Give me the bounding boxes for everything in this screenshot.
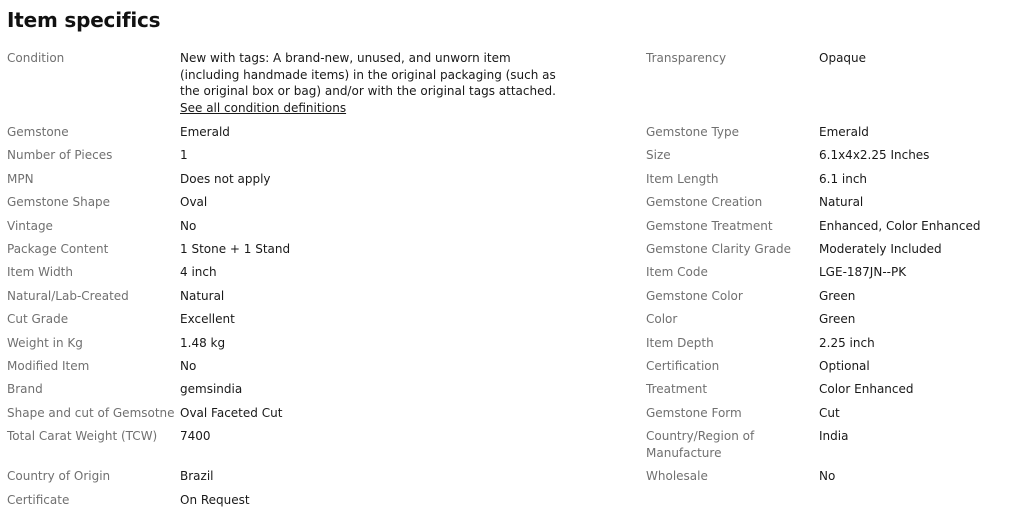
spec-row: [646, 288, 1016, 311]
spec-row: [7, 311, 607, 334]
spec-row: [7, 218, 607, 241]
spec-row: [7, 381, 607, 404]
spec-label: Natural/Lab-Created: [7, 288, 129, 303]
spec-label: Color: [646, 312, 678, 327]
spec-row: [646, 468, 1016, 491]
condition-description: New with tags: A brand-new, unused, and unworn item (including handmade items) in the original packaging (such as the original box or bag) and/or with the original tags attached.: [180, 51, 556, 99]
spec-value: [180, 50, 570, 124]
spec-value: 7400: [180, 429, 211, 444]
spec-value: Moderately Included: [819, 241, 942, 256]
spec-value: 1 Stone + 1 Stand: [180, 241, 291, 256]
spec-row: [646, 241, 1016, 264]
spec-label: Condition: [7, 51, 65, 65]
spec-value: 1: [180, 148, 188, 163]
spec-value: 4 inch: [180, 265, 217, 280]
spec-value: On Request: [180, 492, 250, 507]
spec-row: [7, 171, 607, 194]
spec-row: [646, 194, 1016, 217]
spec-row: [7, 405, 607, 428]
spec-value: Emerald: [819, 125, 869, 139]
spec-value: Oval Faceted Cut: [180, 405, 283, 420]
spec-row: [7, 492, 607, 515]
spec-row: [646, 50, 1016, 124]
section-title: Item specifics: [7, 8, 161, 32]
spec-label: Wholesale: [646, 469, 708, 484]
spec-label: Certification: [646, 358, 720, 373]
spec-value: Oval: [180, 195, 208, 210]
condition-definitions-link[interactable]: See all condition definitions: [180, 101, 347, 116]
spec-label: Certificate: [7, 492, 70, 507]
spec-row: [7, 288, 607, 311]
spec-label: Gemstone Treatment: [646, 218, 773, 233]
spec-value: LGE-187JN--PK: [819, 265, 907, 280]
spec-label: Item Length: [646, 171, 719, 186]
spec-row: [7, 194, 607, 217]
spec-row: [7, 241, 607, 264]
spec-row: [646, 405, 1016, 428]
spec-row: [646, 147, 1016, 170]
spec-label: Treatment: [646, 382, 708, 397]
spec-label: Size: [646, 148, 671, 163]
spec-row: [646, 358, 1016, 381]
spec-value: 6.1 inch: [819, 171, 868, 186]
spec-label: Country of Origin: [7, 469, 111, 484]
spec-value: Natural: [180, 288, 225, 303]
spec-label: Country/Region of Manufacture: [646, 429, 755, 460]
spec-row: [646, 171, 1016, 194]
spec-label: Gemstone Type: [646, 125, 740, 139]
spec-label: Weight in Kg: [7, 335, 83, 350]
spec-row: [646, 218, 1016, 241]
spec-label: Item Width: [7, 265, 73, 280]
spec-label: Cut Grade: [7, 312, 69, 327]
spec-row: [646, 124, 1016, 147]
spec-value: No: [819, 469, 836, 484]
spec-row: [7, 468, 607, 491]
spec-label: Gemstone Color: [646, 288, 743, 303]
spec-label: Vintage: [7, 218, 53, 233]
spec-value: Enhanced, Color Enhanced: [819, 218, 981, 233]
spec-value: Brazil: [180, 469, 214, 484]
spec-value: Natural: [819, 195, 864, 210]
spec-value: Color Enhanced: [819, 382, 914, 397]
spec-label: Number of Pieces: [7, 148, 113, 163]
spec-row: [7, 428, 607, 468]
spec-label: Gemstone Creation: [646, 195, 763, 210]
spec-value: 2.25 inch: [819, 335, 875, 350]
spec-value: Green: [819, 312, 856, 327]
spec-value: Green: [819, 288, 856, 303]
spec-value: Optional: [819, 358, 870, 373]
spec-label: Total Carat Weight (TCW): [7, 429, 158, 444]
spec-row-condition: [7, 50, 607, 124]
spec-row: [646, 311, 1016, 334]
spec-value: Cut: [819, 405, 840, 420]
specifics-left-column: [7, 50, 607, 515]
spec-row: [646, 264, 1016, 287]
spec-value: 1.48 kg: [180, 335, 226, 350]
spec-row: [646, 381, 1016, 404]
spec-value: Does not apply: [180, 171, 271, 186]
spec-value: gemsindia: [180, 382, 243, 397]
spec-row: [7, 147, 607, 170]
spec-value: 6.1x4x2.25 Inches: [819, 148, 930, 163]
spec-value: No: [180, 218, 197, 233]
spec-row: [7, 335, 607, 358]
spec-label: Item Code: [646, 265, 708, 280]
spec-label: Transparency: [646, 51, 727, 65]
spec-label: Shape and cut of Gemsotne: [7, 405, 175, 420]
spec-row: [646, 428, 1016, 468]
specifics-right-column: [646, 50, 1016, 492]
spec-row: [646, 335, 1016, 358]
spec-row: [7, 124, 607, 147]
spec-row: [7, 264, 607, 287]
spec-label: Gemstone Form: [646, 405, 742, 420]
spec-label: Gemstone: [7, 125, 69, 139]
spec-value: Excellent: [180, 312, 235, 327]
spec-value: Emerald: [180, 125, 230, 139]
spec-label: Item Depth: [646, 335, 714, 350]
spec-label: Gemstone Clarity Grade: [646, 241, 792, 256]
spec-label: Package Content: [7, 241, 109, 256]
spec-label: Brand: [7, 382, 43, 397]
spec-value: No: [180, 358, 197, 373]
spec-value: Opaque: [819, 51, 867, 65]
spec-value: India: [819, 429, 849, 444]
spec-row: [7, 358, 607, 381]
spec-label: Gemstone Shape: [7, 195, 111, 210]
spec-label: Modified Item: [7, 358, 90, 373]
spec-label: MPN: [7, 171, 34, 186]
